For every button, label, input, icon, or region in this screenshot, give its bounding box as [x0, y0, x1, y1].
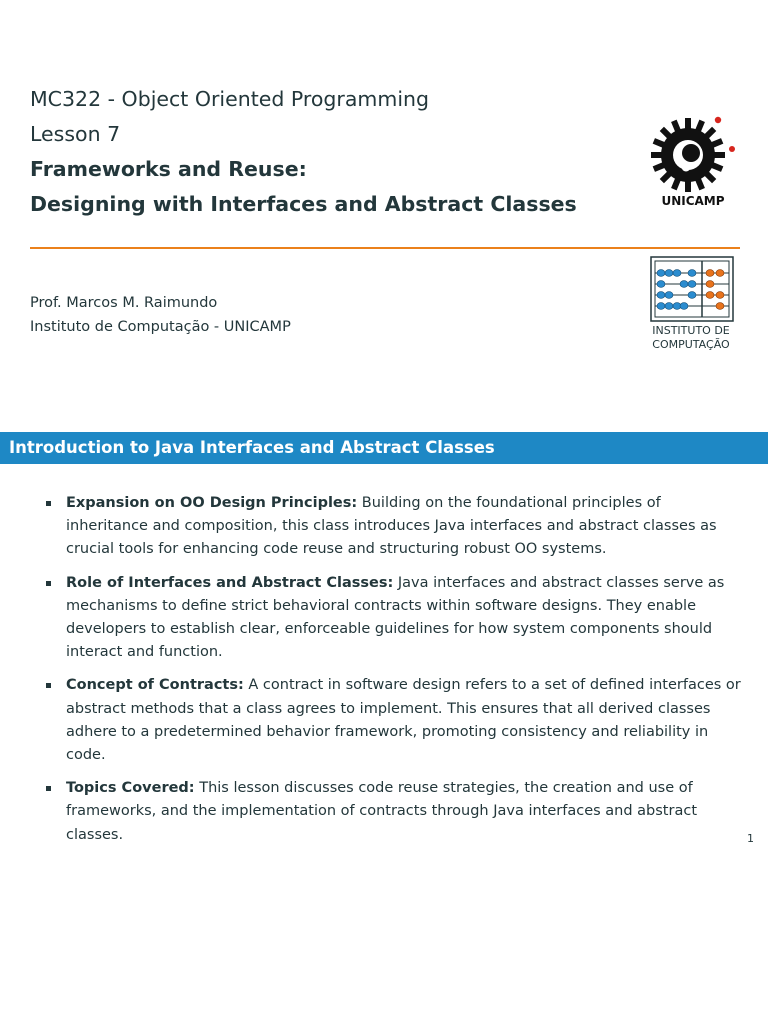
lesson-title: Lesson 7 — [30, 122, 121, 146]
bullet-heading: Expansion on OO Design Principles: — [66, 495, 358, 511]
bullet-text: This lesson discusses code reuse strategies, the creation and use of frameworks, and the implementation of contracts through Java interfaces and abstract classes. — [66, 780, 697, 843]
unicamp-emblem — [651, 117, 735, 192]
bullet-icon — [46, 786, 51, 791]
topic-title-line-1: Frameworks and Reuse: — [30, 157, 307, 181]
section-banner — [0, 432, 768, 464]
bullet-item — [46, 777, 746, 847]
bullet-list — [46, 492, 746, 857]
bullet-text: Java interfaces and abstract classes serve as mechanisms to define strict behavioral contracts within software designs. They enable developers to establish clear, enforceable guidelines for how system components should interact and function. — [66, 574, 725, 661]
bullet-icon — [46, 501, 51, 506]
bullet-item — [46, 492, 746, 562]
page-number: 1 — [747, 832, 754, 845]
unicamp-wordmark: UNICAMP — [661, 194, 725, 208]
bullet-heading: Concept of Contracts: — [66, 677, 244, 694]
bullet-icon — [46, 581, 51, 586]
section-title: Introduction to Java Interfaces and Abstract Classes — [9, 438, 495, 457]
bullet-text: Building on the foundational principles of inheritance and composition, this class introduces Java interfaces and abstract classes as crucial tools for enhancing code reuse and structuring robust OO systems. — [66, 495, 717, 558]
institute-caption-line-1: INSTITUTO DE — [652, 324, 730, 337]
bullet-icon — [46, 683, 51, 688]
author-block — [30, 291, 291, 339]
bullet-item — [46, 674, 746, 767]
institute-caption-line-2: COMPUTAÇÃO — [652, 338, 730, 351]
institute-caption — [642, 324, 740, 352]
title-divider — [30, 247, 740, 249]
bullet-item — [46, 572, 746, 665]
unicamp-logo — [648, 116, 738, 208]
bullet-text: A contract in software design refers to a set of defined interfaces or abstract methods that a class agrees to implement. This ensures that all derived classes adhere to a predetermined behavior framework, promoting consistency and reliability in code. — [66, 677, 741, 764]
topic-title-line-2: Designing with Interfaces and Abstract Classes — [30, 192, 577, 216]
course-title: MC322 - Object Oriented Programming — [30, 87, 430, 111]
title-block — [30, 82, 630, 222]
author-affiliation: Instituto de Computação - UNICAMP — [30, 319, 291, 335]
bullet-heading: Topics Covered: — [66, 780, 195, 797]
author-name: Prof. Marcos M. Raimundo — [30, 295, 218, 311]
bullet-heading: Role of Interfaces and Abstract Classes: — [66, 574, 394, 591]
